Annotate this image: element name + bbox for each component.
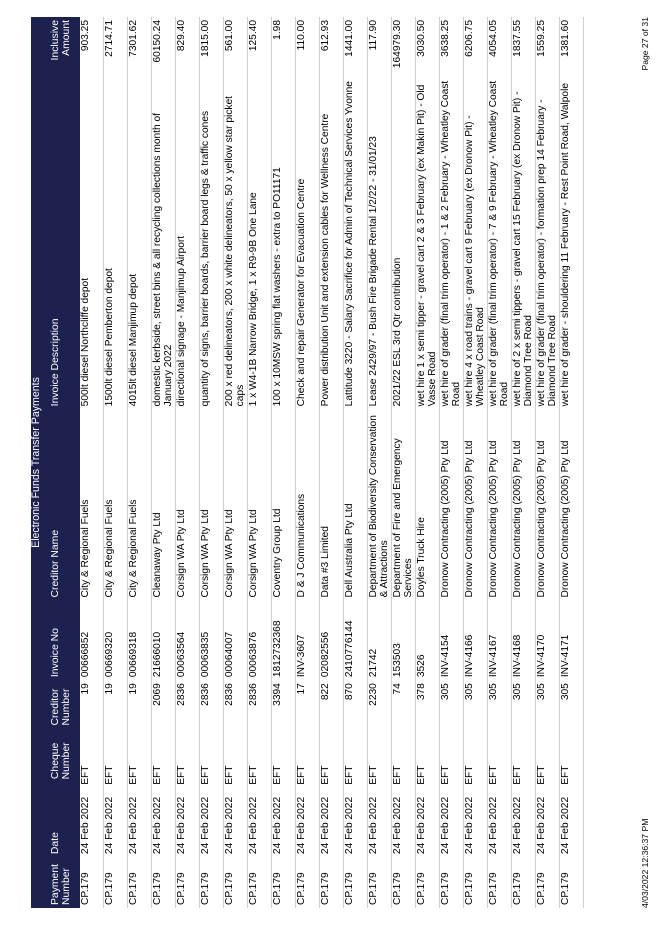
cell-inclusive-amount: 164979.30	[392, 17, 416, 73]
cell-invoice-description: 100 x 10MSW spring flat washers - extra to PO11171	[272, 73, 296, 409]
cell-invoice-description: directional signage - Manjimup Airport	[176, 73, 200, 409]
cell-payment-number: CP.179	[272, 857, 296, 908]
cell-creditor-name: Dronow Contracting (2005) Pty Ltd	[440, 409, 464, 600]
cell-date: 24 Feb 2022	[536, 788, 560, 857]
cell-cheque-number: EFT	[320, 734, 344, 788]
table-row	[416, 17, 440, 908]
cell-creditor-name: Department of Biodiversity Conservation & Attractions	[368, 409, 392, 600]
cell-cheque-number: EFT	[104, 734, 128, 788]
print-timestamp: 4/03/2022 12:36:37 PM	[640, 818, 650, 908]
cell-inclusive-amount: 7301.62	[128, 17, 152, 73]
cell-creditor-name: Dronow Contracting (2005) Pty Ltd	[464, 409, 488, 600]
cell-invoice-description: 500lt diesel Northcliffe depot	[80, 73, 104, 409]
cell-creditor-name: Doyles Truck Hire	[416, 409, 440, 600]
table-row	[344, 17, 368, 908]
table-title: Electronic Funds Transfer Payments	[31, 17, 50, 908]
table-row	[488, 17, 512, 908]
cell-date: 24 Feb 2022	[248, 788, 272, 857]
cell-payment-number: CP.179	[320, 857, 344, 908]
cell-inclusive-amount: 1.98	[272, 17, 296, 73]
cell-cheque-number: EFT	[176, 734, 200, 788]
cell-invoice-description: quantity of signs, barrier boards, barrier board legs & traffic cones	[200, 73, 224, 409]
cell-cheque-number: EFT	[224, 734, 248, 788]
cell-creditor-name: Cleanaway Pty Ltd	[152, 409, 176, 600]
cell-inclusive-amount: 1559.25	[536, 17, 560, 73]
table-row	[80, 17, 104, 908]
cell-inclusive-amount: 561.00	[224, 17, 248, 73]
cell-creditor-number: 2836	[224, 680, 248, 734]
cell-invoice-no: 00063876	[248, 600, 272, 680]
cell-creditor-number: 2836	[176, 680, 200, 734]
cell-inclusive-amount: 6206.75	[464, 17, 488, 73]
table-row	[512, 17, 536, 908]
header-payment-number: Payment Number	[50, 857, 80, 908]
cell-inclusive-amount: 60150.24	[152, 17, 176, 73]
cell-creditor-name: Corsign WA Pty Ltd	[224, 409, 248, 600]
cell-creditor-name: Data #3 Limited	[320, 409, 344, 600]
cell-creditor-name: Department of Fire and Emergency Services	[392, 409, 416, 600]
cell-inclusive-amount: 3030.50	[416, 17, 440, 73]
cell-inclusive-amount: 903.25	[80, 17, 104, 73]
cell-invoice-no: 00063835	[200, 600, 224, 680]
cell-cheque-number: EFT	[416, 734, 440, 788]
table-row	[368, 17, 392, 908]
cell-invoice-no: 00669318	[128, 600, 152, 680]
cell-creditor-name: Corsign WA Pty Ltd	[200, 409, 224, 600]
cell-date: 24 Feb 2022	[176, 788, 200, 857]
table-row	[104, 17, 128, 908]
cell-invoice-no: 00666852	[80, 600, 104, 680]
cell-payment-number: CP.179	[368, 857, 392, 908]
cell-inclusive-amount: 1381.60	[560, 17, 584, 73]
cell-payment-number: CP.179	[152, 857, 176, 908]
header-invoice-no: Invoice No	[50, 600, 80, 680]
cell-invoice-description: wet hire of grader - shouldering 11 February - Rest Point Road, Walpole	[560, 73, 584, 409]
cell-payment-number: CP.179	[512, 857, 536, 908]
cell-payment-number: CP.179	[344, 857, 368, 908]
cell-creditor-number: 822	[320, 680, 344, 734]
cell-inclusive-amount: 2714.71	[104, 17, 128, 73]
table-row	[128, 17, 152, 908]
cell-inclusive-amount: 1837.55	[512, 17, 536, 73]
cell-creditor-number: 2230	[368, 680, 392, 734]
cell-cheque-number: EFT	[488, 734, 512, 788]
cell-creditor-number: 2836	[248, 680, 272, 734]
table-row	[440, 17, 464, 908]
cell-invoice-description: wet hire of grader (final trim operator) - 7 & 9 February - Wheatley Coast Road	[488, 73, 512, 409]
table-row	[392, 17, 416, 908]
header-inclusive-amount: Inclusive Amount	[50, 17, 80, 73]
cell-payment-number: CP.179	[416, 857, 440, 908]
cell-cheque-number: EFT	[392, 734, 416, 788]
cell-date: 24 Feb 2022	[320, 788, 344, 857]
cell-payment-number: CP.179	[224, 857, 248, 908]
cell-inclusive-amount: 4054.05	[488, 17, 512, 73]
cell-date: 24 Feb 2022	[512, 788, 536, 857]
cell-inclusive-amount: 1441.00	[344, 17, 368, 73]
cell-creditor-name: Corsign WA Pty Ltd	[176, 409, 200, 600]
cell-invoice-description: 200 x red delineators, 200 x white delineators, 50 x yellow star picket caps	[224, 73, 248, 409]
cell-invoice-no: 21666010	[152, 600, 176, 680]
cell-invoice-description: Lattitude 3220 - Salary Sacrifice for Admin of Technical Services Yvonne	[344, 73, 368, 409]
cell-payment-number: CP.179	[80, 857, 104, 908]
table-row	[224, 17, 248, 908]
cell-invoice-no: 02082556	[320, 600, 344, 680]
cell-creditor-number: 305	[440, 680, 464, 734]
cell-creditor-name: Corsign WA Pty Ltd	[248, 409, 272, 600]
cell-invoice-no: 00669320	[104, 600, 128, 680]
cell-invoice-description: Check and repair Generator for Evacuation Centre	[296, 73, 320, 409]
table-row	[176, 17, 200, 908]
cell-creditor-number: 19	[104, 680, 128, 734]
cell-payment-number: CP.179	[128, 857, 152, 908]
cell-cheque-number: EFT	[536, 734, 560, 788]
cell-invoice-description: 1 x W4-1B Narrow Bridge, 1 x R9-9B One Lane	[248, 73, 272, 409]
cell-invoice-no: INV-4170	[536, 600, 560, 680]
cell-invoice-no: INV-4167	[488, 600, 512, 680]
cell-inclusive-amount: 3638.25	[440, 17, 464, 73]
cell-invoice-description: wet hire 4 x road trains - gravel cart 9 February (ex Dronow Pit) - Wheatley Coast Road	[464, 73, 488, 409]
table-row	[152, 17, 176, 908]
table-body	[80, 17, 584, 908]
cell-inclusive-amount: 125.40	[248, 17, 272, 73]
cell-creditor-number: 378	[416, 680, 440, 734]
cell-cheque-number: EFT	[128, 734, 152, 788]
table-row	[560, 17, 584, 908]
cell-creditor-number: 2069	[152, 680, 176, 734]
cell-payment-number: CP.179	[440, 857, 464, 908]
cell-invoice-no: 3526	[416, 600, 440, 680]
cell-cheque-number: EFT	[512, 734, 536, 788]
cell-cheque-number: EFT	[296, 734, 320, 788]
cell-invoice-description: wet hire of 2 x semi tippers - gravel cart 15 February (ex Dronow Pit) - Diamond Tree Road	[512, 73, 536, 409]
table-row	[536, 17, 560, 908]
cell-invoice-description: domestic kerbside, street bins & all recycling collections month of January 2022	[152, 73, 176, 409]
cell-creditor-number: 2836	[200, 680, 224, 734]
cell-date: 24 Feb 2022	[440, 788, 464, 857]
cell-creditor-name: Dronow Contracting (2005) Pty Ltd	[512, 409, 536, 600]
cell-invoice-no: INV-3607	[296, 600, 320, 680]
cell-date: 24 Feb 2022	[200, 788, 224, 857]
cell-invoice-no: 2410776144	[344, 600, 368, 680]
cell-invoice-no: 21742	[368, 600, 392, 680]
cell-creditor-name: Dronow Contracting (2005) Pty Ltd	[488, 409, 512, 600]
table-header-row	[50, 17, 80, 908]
table-row	[248, 17, 272, 908]
cell-payment-number: CP.179	[464, 857, 488, 908]
cell-invoice-description: wet hire of grader (final trim operator) - formation prep 14 February - Diamond Tree Road	[536, 73, 560, 409]
cell-creditor-number: 74	[392, 680, 416, 734]
table-row	[464, 17, 488, 908]
cell-cheque-number: EFT	[368, 734, 392, 788]
cell-inclusive-amount: 1815.00	[200, 17, 224, 73]
cell-invoice-no: INV-4166	[464, 600, 488, 680]
cell-inclusive-amount: 117.90	[368, 17, 392, 73]
cell-invoice-description: wet hire of grader (final trim operator) - 1 & 2 February - Wheatley Coast Road	[440, 73, 464, 409]
cell-invoice-description: wet hire 1 x semi tipper - gravel cart 2 & 3 February (ex Makin Pit) - Old Vasse Road	[416, 73, 440, 409]
cell-date: 24 Feb 2022	[128, 788, 152, 857]
cell-invoice-description: Power distribution Unit and extension cables for Wellness Centre	[320, 73, 344, 409]
cell-date: 24 Feb 2022	[368, 788, 392, 857]
cell-payment-number: CP.179	[296, 857, 320, 908]
cell-creditor-number: 305	[560, 680, 584, 734]
cell-creditor-number: 17	[296, 680, 320, 734]
cell-cheque-number: EFT	[248, 734, 272, 788]
cell-invoice-no: INV-4171	[560, 600, 584, 680]
header-invoice-description: Invoice Description	[50, 73, 80, 409]
cell-cheque-number: EFT	[80, 734, 104, 788]
cell-date: 24 Feb 2022	[416, 788, 440, 857]
table-row	[200, 17, 224, 908]
cell-payment-number: CP.179	[200, 857, 224, 908]
cell-creditor-number: 3394	[272, 680, 296, 734]
cell-payment-number: CP.179	[104, 857, 128, 908]
header-creditor-name: Creditor Name	[50, 409, 80, 600]
cell-cheque-number: EFT	[344, 734, 368, 788]
cell-creditor-number: 305	[488, 680, 512, 734]
cell-invoice-description: 2021/22 ESL 3rd Qtr contribution	[392, 73, 416, 409]
cell-payment-number: CP.179	[536, 857, 560, 908]
cell-creditor-number: 870	[344, 680, 368, 734]
cell-creditor-name: Dronow Contracting (2005) Pty Ltd	[536, 409, 560, 600]
cell-creditor-name: City & Regional Fuels	[128, 409, 152, 600]
header-creditor-number: Creditor Number	[50, 680, 80, 734]
cell-invoice-description: 4015lt diesel Manjimup depot	[128, 73, 152, 409]
cell-payment-number: CP.179	[560, 857, 584, 908]
cell-date: 24 Feb 2022	[344, 788, 368, 857]
cell-invoice-no: 00064007	[224, 600, 248, 680]
eft-payments-table	[31, 17, 584, 908]
cell-invoice-no: 153503	[392, 600, 416, 680]
cell-cheque-number: EFT	[200, 734, 224, 788]
cell-creditor-name: D & J Communications	[296, 409, 320, 600]
cell-date: 24 Feb 2022	[296, 788, 320, 857]
cell-cheque-number: EFT	[560, 734, 584, 788]
cell-creditor-number: 19	[128, 680, 152, 734]
cell-cheque-number: EFT	[464, 734, 488, 788]
cell-invoice-no: INV-4154	[440, 600, 464, 680]
cell-cheque-number: EFT	[440, 734, 464, 788]
cell-date: 24 Feb 2022	[272, 788, 296, 857]
cell-invoice-no: 00063564	[176, 600, 200, 680]
table-row	[320, 17, 344, 908]
table-row	[296, 17, 320, 908]
cell-invoice-no: 1812732368	[272, 600, 296, 680]
table-row	[272, 17, 296, 908]
cell-payment-number: CP.179	[248, 857, 272, 908]
header-cheque-number: Cheque Number	[50, 734, 80, 788]
cell-cheque-number: EFT	[272, 734, 296, 788]
cell-creditor-number: 19	[80, 680, 104, 734]
cell-date: 24 Feb 2022	[464, 788, 488, 857]
cell-creditor-name: City & Regional Fuels	[80, 409, 104, 600]
cell-payment-number: CP.179	[488, 857, 512, 908]
cell-creditor-name: City & Regional Fuels	[104, 409, 128, 600]
cell-date: 24 Feb 2022	[560, 788, 584, 857]
cell-date: 24 Feb 2022	[392, 788, 416, 857]
cell-creditor-number: 305	[464, 680, 488, 734]
cell-date: 24 Feb 2022	[80, 788, 104, 857]
cell-date: 24 Feb 2022	[152, 788, 176, 857]
cell-date: 24 Feb 2022	[224, 788, 248, 857]
cell-creditor-number: 305	[512, 680, 536, 734]
header-date: Date	[50, 788, 80, 857]
cell-payment-number: CP.179	[176, 857, 200, 908]
cell-creditor-name: Dell Australia Pty Ltd	[344, 409, 368, 600]
cell-inclusive-amount: 612.93	[320, 17, 344, 73]
cell-cheque-number: EFT	[152, 734, 176, 788]
page-number: Page 27 of 31	[640, 17, 650, 71]
cell-creditor-name: Dronow Contracting (2005) Pty Ltd	[560, 409, 584, 600]
cell-inclusive-amount: 829.40	[176, 17, 200, 73]
cell-invoice-no: INV-4168	[512, 600, 536, 680]
cell-date: 24 Feb 2022	[104, 788, 128, 857]
cell-invoice-description: Lease 2429/97 - Bush Fire Brigade Rental 1/2/22 - 31/01/23	[368, 73, 392, 409]
cell-inclusive-amount: 110.00	[296, 17, 320, 73]
cell-creditor-name: Coventry Group Ltd	[272, 409, 296, 600]
cell-payment-number: CP.179	[392, 857, 416, 908]
cell-date: 24 Feb 2022	[488, 788, 512, 857]
cell-creditor-number: 305	[536, 680, 560, 734]
table-title-row	[31, 17, 50, 908]
cell-invoice-description: 1500lt diesel Pemberton depot	[104, 73, 128, 409]
